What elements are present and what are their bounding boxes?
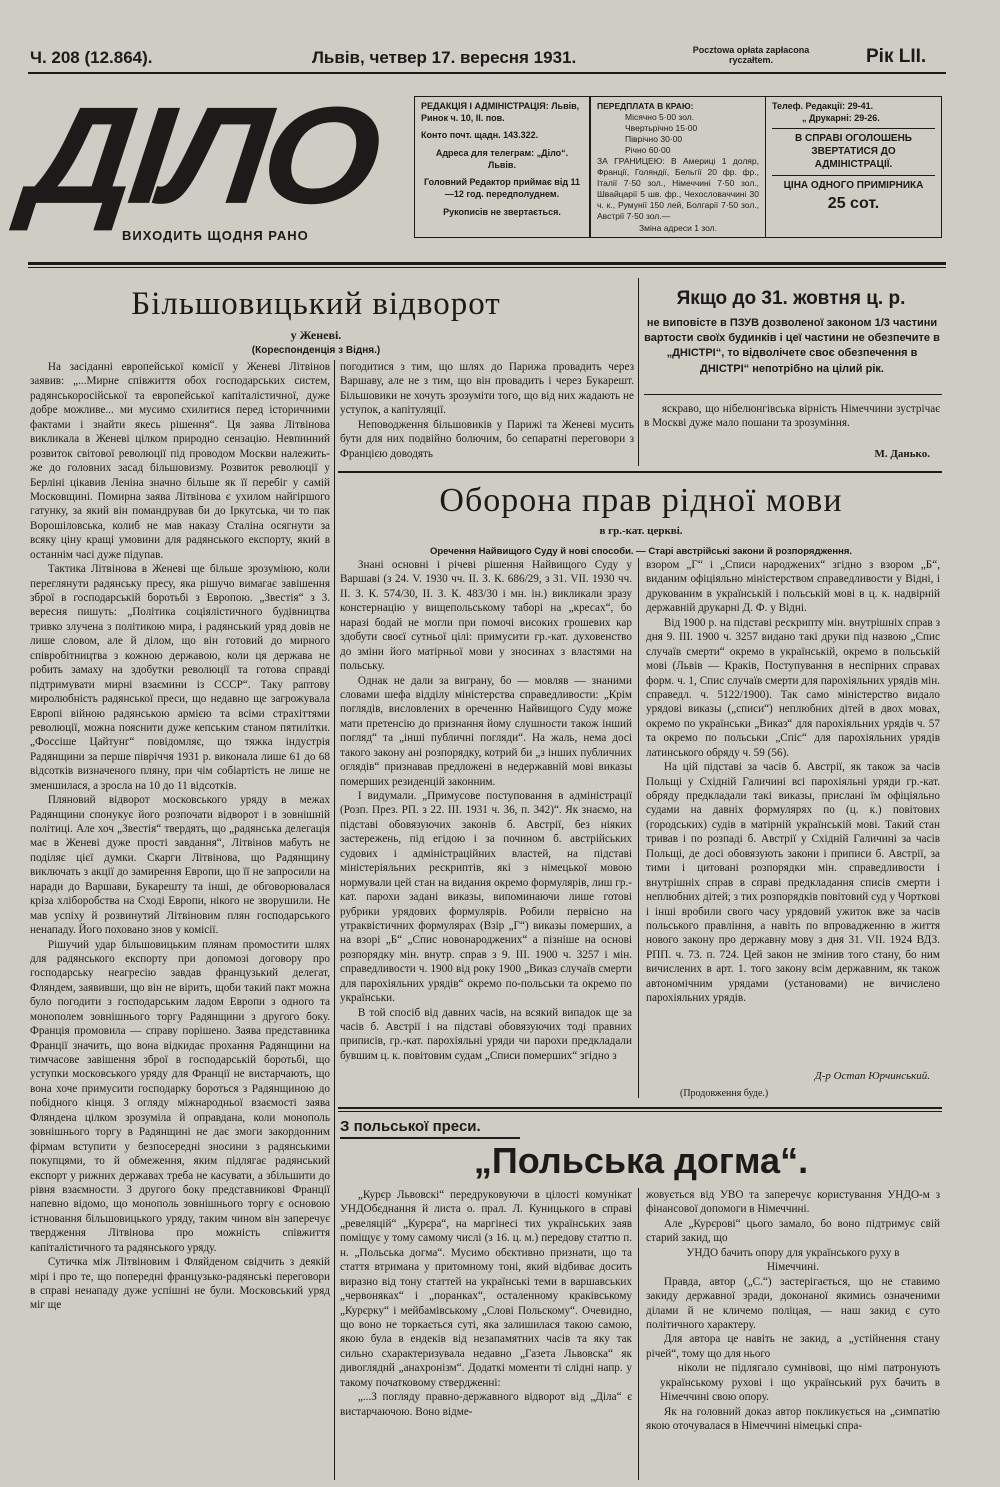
article1-para: Тактика Літвінова в Женеві ще більше зрозуміюю, коли переглянути радянську пресу, яка рішучо вимагає завішення зброї в господарській боротьбі з Европою. „Звестія“ з 3. вересня пишуть: „Політика соціялістичного будівництва тривко злучена з політикою мира, і радянський уряд довів не лише словом, але й ділом, що він готовий до мирного співробітництва з кожною державою, коли ця держава не робить замаху на здобутки революції та готова справді підтримувати мирні взаємини із СССР“. Таку раптову миролюбність радянської преси, що недавно ще загрожувала Европі війною радянською армією та всіми страхіттями революції, можна пояснити дуже кепським станом пятилітки. „Фоссіше Цайтунг“ повідомляє, що тяжка індустрія Радянщини за перше півріччя 1931 р. виконала лише 61 до 68 відсотків визначеного пляну, при чім собіартість не лише не зменшилася, а зросла на 10 до 11 відсотків. xyxy=(30,563,330,792)
notice-body xyxy=(644,316,940,377)
article3-quote: „...З погляду правно-державного відворот від „Діла“ є вистарчаючою. Воно відме- xyxy=(340,1391,632,1418)
subscription-monthly: Місячно 5·00 зол. xyxy=(625,112,695,123)
article2-para: На цій підставі за часів б. Австрії, як також за часів Польщі у Східній Галичині всі парохіяльні уряди гр.-кат. обряду предкладали такі виказы, прислані їм офіціяльно судами на давніх формулярях по (ц. к.) повітових (городських) судів в матірній українській мові. Такий стан тривав і по розпаді б. Австрії у Східній Галичині за часів Польщі, де досі обовязують закони і приписи б. Австрії, за тими і цитовані розпорядки мін. справедливости і внутрішніх справ в справі предкладання списів смерти і неплюбних дітей; з тих розпорядків повітовий суд у Чорткові і інші вробили свого часу урядовий ужиток вже за часів польського правління, а навіть по впровадженню в життя нового закону про державну мову з дня 31. VII. 1924 ВДЗ. РПП. ч. 73. п. 724. Цей закон не змінив того стану, бо ним вичислених в арт. 1. того закону всім державним, як також автономічним урядами (установами) не вичислено парохіяльних урядів. xyxy=(646,761,940,1005)
dateline: Львів, четвер 17. вересня 1931. xyxy=(312,48,577,67)
tagline: ВИХОДИТЬ ЩОДНЯ РАНО xyxy=(122,228,309,243)
volume-year: Рік LII. xyxy=(866,46,927,67)
article1-byline: (Кореспонденція з Відня.) xyxy=(251,345,381,356)
article3-quote: УНДО бачить опору для українського руху в Німеччині. xyxy=(686,1246,900,1274)
article2-para: В той спосіб від давних часів, на всякий випадок ще за часів б. Австрії і на підставі обовязуючих тоді правних приписів, гр.-кат. парохіяльні уряди чи парохи предкладали бувшим ц. к. повітовим судам „Списи померших“ згідно з xyxy=(340,1006,632,1062)
subscription-abroad: ЗА ГРАНИЦЕЮ: В Америці 1 доляр, Франції, Голяндії, Бельгії 20 фр. фр., Італії 7·50 зол., Німеччині 7·50 зол., Швайцарії 5 шв. фр., Чехословаччині 30 ч. к., Румунії 150 лей, Болгарії 7·50 зол., Австрії 7·50 зол.— xyxy=(597,156,759,222)
subscription-quarterly: Чвертьрічно 15·00 xyxy=(625,123,698,134)
subscription-heading: ПЕРЕДПЛАТА В КРАЮ: xyxy=(597,101,694,111)
article3-para: Для автора це навіть не закид, а „устійнення стану річей“, тому що для нього xyxy=(646,1333,940,1360)
article1-para: погодитися з тим, що шлях до Парижа провадить через Варшаву, але не з тим, що він провадить і через Букарешт. Більшовики не хочуть зрозуміти того, що від них жадають не уступок, а капітуляції. xyxy=(340,361,634,417)
article2-title: Оборона прав рідної мови xyxy=(439,482,843,519)
article2-para: Знані основні і річеві рішення Найвищого Суду у Варшаві (з 24. V. 1930 чч. II. З. К. 686/29, з 31. VII. 1930 чч. II. З. К. 574/30, II. З. К. 483/30 і мн. ін.) викликали зразу констернацію у вищепольському таборі на „кресах“, бо наразі бодай не могли при помочі високих грошевих кар здобути своєї сутньої цілі: примусити гр.-кат. духовенство до зміни його матірньої мови у зносинах з властями на польську. xyxy=(340,559,632,673)
postage-note: Pocztowa opłata zapłacona ryczałtem. xyxy=(692,45,810,65)
article3-para: Як на головний доказ автор покликується на „симпатію якою оточувалася в Німеччині німецькі спра- xyxy=(646,1405,940,1432)
editorial-telegram: Адреса для телеграм: „Діло“. Львів. xyxy=(435,148,569,170)
article2-para: Однак не дали за виграну, бо — мовляв — знаними словами шефа відділу міністерства справедливости: „Крім поглядів, висловлених в ореченню Найвищого Суду може мати претенсію до признання йому слушности також інший погляд“ та „інші публичні погляди“. На жаль, нема досі такого закону ані розпорядку, котрий би „з інших публичних оглядів“ признавав предложені в недержавній мові виказы померших резиденцій законним. xyxy=(340,674,632,788)
article2-author: Д-р Остап Юрчинський. xyxy=(814,1070,930,1082)
article2-continued: (Продовження буде.) xyxy=(680,1088,769,1099)
editorial-account: Конто почт. щадн. 143.322. xyxy=(421,130,539,141)
article1-para: Рішучий удар більшовицьким плянам промостити шлях для радянського експорту при допомозі договору про господарську неагресію завдав французький делегат, Фляндем, заявивши, що він не вірить, щоби такий пакт можна було погодити з господарським ладом Европи з одного та монополем зовнішнього торгу Радянщини з другого боку. Франція промовила — справу порішено. Заява представника Франції значить, що вона відкидає прохання Радянщини на тимчасове завішення зброї в господарській боротьбі, що уступки московського уряду для Франції не вистарчають, що вона хоче примусити господарку бороться з Радянщиною до побідного кінця. З огляду міжнародньої взаємості заява Фляндена цілком зрозуміла й оправдана, коли монополь зовнішнього торгу в Радянщині не дає змоги закордонним фірмам вступити у безпосередні зносини з радянськими покупцями, то й обмеження, яким підлягає радянський експорт у рижних державах треба не касувати, а збільшити до рівня взаємности. З другого боку представникові Франції напевно відомо, що монополь зовнішнього торгу є основою істновання більшовицького уряду, таким чином він заперечує твердження Літвінова про можність співжиття капіталістичного та радянського уряду. xyxy=(30,938,330,1254)
article1-title: Більшовицький відворот xyxy=(131,286,501,322)
newspaper-title: ДІЛО xyxy=(19,77,383,233)
price-label: ЦІНА ОДНОГО ПРИМІРНИКА xyxy=(783,180,924,192)
section-label: З польської преси. xyxy=(340,1118,481,1135)
article3-column-1 xyxy=(340,1188,632,1480)
article3-column-2 xyxy=(646,1188,940,1480)
masthead-rule xyxy=(28,262,946,265)
phone-editorial: Телеф. Редакції: 29-41. xyxy=(772,101,874,111)
column-divider xyxy=(638,558,639,1098)
subscription-yearly: Річно 60·00 xyxy=(625,145,671,156)
contacts-box xyxy=(766,96,942,238)
article3-para: „Курєр Львовскі“ передруковуючи в цілості комунікат УНДОбєднання й листа о. прал. Л. Куницького в справі „ревеляцій“ „Курєра“, на маргінесі тих українських заяв поміщує у тому самому числі (з 16. ц. м.) передову статтю п. н. „Польська догма“. Мусимо обєктивно признати, що та стаття втримана у притомному тоні, який відбиває досить виразно від тону статтей на українські теми в варшавських „червоняках“ і „поранках“, осталенному краківському „Курєрку“ і мейбамівському „Слові Польскому“. Очевидно, що воно не торкається суті, яка залишилася такою самою, якою була в ендеків від незапамятних часів та яку так сильно схарактеризувала недавно „Газета Львовска“ як дивогляднй „анахронізм“. Додаткі моменти ті слідні напр. у такому початковому ствердженні: xyxy=(340,1189,632,1389)
editorial-hours: Головний Редактор приймає від 11—12 год. передполуднем. xyxy=(423,177,581,200)
subscription-halfyear: Піврічно 30·00 xyxy=(625,134,683,145)
subscription-box xyxy=(590,96,766,238)
column-divider xyxy=(638,278,639,466)
article3-para: Правда, автор („С.“) застерігається, що не ставимо закиду державної зради, доконаної якимись означеними ділами й не кличемо поліцая, — наш закид є суто політичного характеру. xyxy=(646,1275,940,1331)
column-divider xyxy=(638,1188,639,1480)
article3-para: жовується від УВО та заперечує користування УНДО-м з фінансової допомоги в Німеччині. xyxy=(646,1189,940,1216)
article2-column-1 xyxy=(340,558,632,1096)
article3-title: „Польська догма“. xyxy=(473,1140,809,1181)
article1-para: Неповодження більшовиків у Парижі та Женеві мусить бути для них подвійно болючим, бо сепаратні переговори з Францією доводять xyxy=(340,418,634,460)
article2-subtitle: в гр.-кат. церкві. xyxy=(599,525,683,537)
top-rule xyxy=(28,72,946,74)
notice-text: , то відволічете своє обезпечення в ДНІСТРІ“ непотрібно на цілий рік. xyxy=(700,347,918,375)
editorial-manuscripts: Рукописів не звертається. xyxy=(443,206,561,217)
notice-company: „ДНІСТРІ“ xyxy=(666,347,722,360)
article2-para: Від 1900 р. на підставі рескрипту мін. внутрішніх справ з дня 9. ІІІ. 1900 ч. 3257 видано такі друки під назвою „Спис случаїв смерти“ окремо в українській, окремо в польській мові (Львів — Краків, Поступування в неспірних справах форм. ч. 1, Спис случаїв смерти для парохіяльних урядів мін. справедл. ч. 5122/1900). Так само міністерство видало урядові виказы („списи“) неплюбних дітей в двох мовах, окремо по українськи „Виказ“ для парохіяльних урядів ч. 57 та окремо по польськи „Спіс“ для парохіяльних урядів латинського обряду ч. 59 (56). xyxy=(646,616,940,759)
continuation-author: М. Данько. xyxy=(874,448,930,460)
issue-number: Ч. 208 (12.864). xyxy=(30,48,153,67)
article1-para: На засіданні европейської комісії у Женеві Літвінов заявив: „...Мирне співжиття обох господарських систем, радянськоросійської та европейської капіталістичної, дуже добре можливе... ми мусимо схилитися перед історичними фактами і знайти якесь рішення“. Ця заява Літвінова викликала в Женеві цілком природно сензацію. Невпинний розвиток світової революції під проводом Москви належить-же до головних засад більшовизму. Розвиток революції у Берліні цікавив Леніна значно більше як її перебіг у самій Московщині. Помирна заява Літвінова є ухилом найгіршого гатунку, за який він помандрував би до Іркутська, чи то пак Ворошіловська, колиб не мав наказу Сталіна осягнути за всяку ціну кращі умовини для радянського експорту, який в останнім часі дуже підупав. xyxy=(30,361,330,561)
article1-para: Пляновий відворот московського уряду в межах Радянщини спонукує його розпочати відворот і в зовнішній політиці. Але хоч „Звестія“ твердять, що „радянська делегація має в Женеві дуже прості завдання“, Літвінов мабуть не поділяє цієї думки. Скарги Літвінова, що Радянщину виключать з акції до замирення Европи, що її не запросили на наради до Варшави, Букарешту та інші, де обговорювалася кріза хліборобства на Сході Европи, нікого не зворушили. Не мав успіху й розвинутий Літвіновим плян господарського ненападу. Його поховано знов у комісії. xyxy=(30,794,330,937)
editorial-address: РЕДАКЦІЯ І АДМІНІСТРАЦІЯ: Львів, Ринок ч. 10, II. пов. xyxy=(421,101,580,123)
article2-para: взором „Г“ і „Списи народжених“ згідно з взором „Б“, виданим офіціяльно міністерством справедливости у Відні, і друкованим в українській і польській мові в ц. к. надвірній державній друкарні Д. Ф. у Відні. xyxy=(646,559,940,615)
notice-text: не виповісте в ПЗУВ дозволеної законом 1/3 частини вартости своїх будинків і цеї частини не обезпечите в xyxy=(644,317,940,345)
article2-para: І видумали. „Примусове поступовання в адміністрації (Розп. През. РП. з 22. ІІІ. 1931 ч. 36, п. 342)“. Як знаємо, на підставі обовязуючих законів б. Австрії, без ніяких застережень, під егідою і за почином б. австрійських судових і адміністраційних властей, на підставі міністеріяльних рескриптів, які з німецької мовою нормували цей стан на видання окремо формулярів, лиш гр.-кат. парохи задані виказы, випоминаючи лише готові рубрики урядових формулярів. Робили первісно на утраквістичних формулярах (Взір „Г“) виказы померших, а на взорі „Б“ „Спис новонароджених“ а пізніше на основі розпорядку мін. внутр. справ з 9. ІІІ. 1900 ч. 3257 і мін. справедливости ч. 1900 від року 1900 „Виказ случаїв смерти для парохіяльних урядів“ окремо по-польськи та окремо по українськи. xyxy=(340,790,632,1005)
article1-para: Сутичка між Літвіновим і Фляйденом свідчить з деякій мірі і про те, що попередні французько-радянські переговори в справі ненападу дуже успішні не були. Московський уряд міг ще xyxy=(30,1256,330,1312)
article3-quote: ніколи не підлягало сумнівові, що німі патронують українському рухові і що український рух бачить в Німеччині свою опору. xyxy=(660,1362,940,1404)
ads-notice: В СПРАВІ ОГОЛОШЕНЬ ЗВЕРТАТИСЯ ДО АДМІНІСТРАЦІЇ. xyxy=(795,133,912,171)
article3-para: Але „Курєрові“ цього замало, бо воно підтримує свій старий закид, що xyxy=(646,1217,940,1245)
editorial-box xyxy=(414,96,590,238)
column-divider xyxy=(334,360,335,1480)
article1-subtitle: у Женеві. xyxy=(290,328,342,342)
article2-deck: Оречення Найвищого Суду й нові способи. — Старі австрійські закони й розпорядження. xyxy=(429,546,853,557)
price-value: 25 сот. xyxy=(827,195,880,213)
article1-column-2 xyxy=(340,360,634,466)
notice-title: Якщо до 31. жовтня ц. р. xyxy=(676,288,906,309)
continuation-text: яскраво, що нібелюнгівська вірність Німеччини зустрічає в Москві дуже мало пошани та зрозуміння. xyxy=(644,403,940,430)
subscription-address-change: Зміна адреси 1 зол. xyxy=(639,222,717,233)
article2-column-2 xyxy=(646,558,940,1068)
article1-column-1 xyxy=(30,360,330,1480)
phone-printing: „ Друкарні: 29-26. xyxy=(802,112,880,123)
